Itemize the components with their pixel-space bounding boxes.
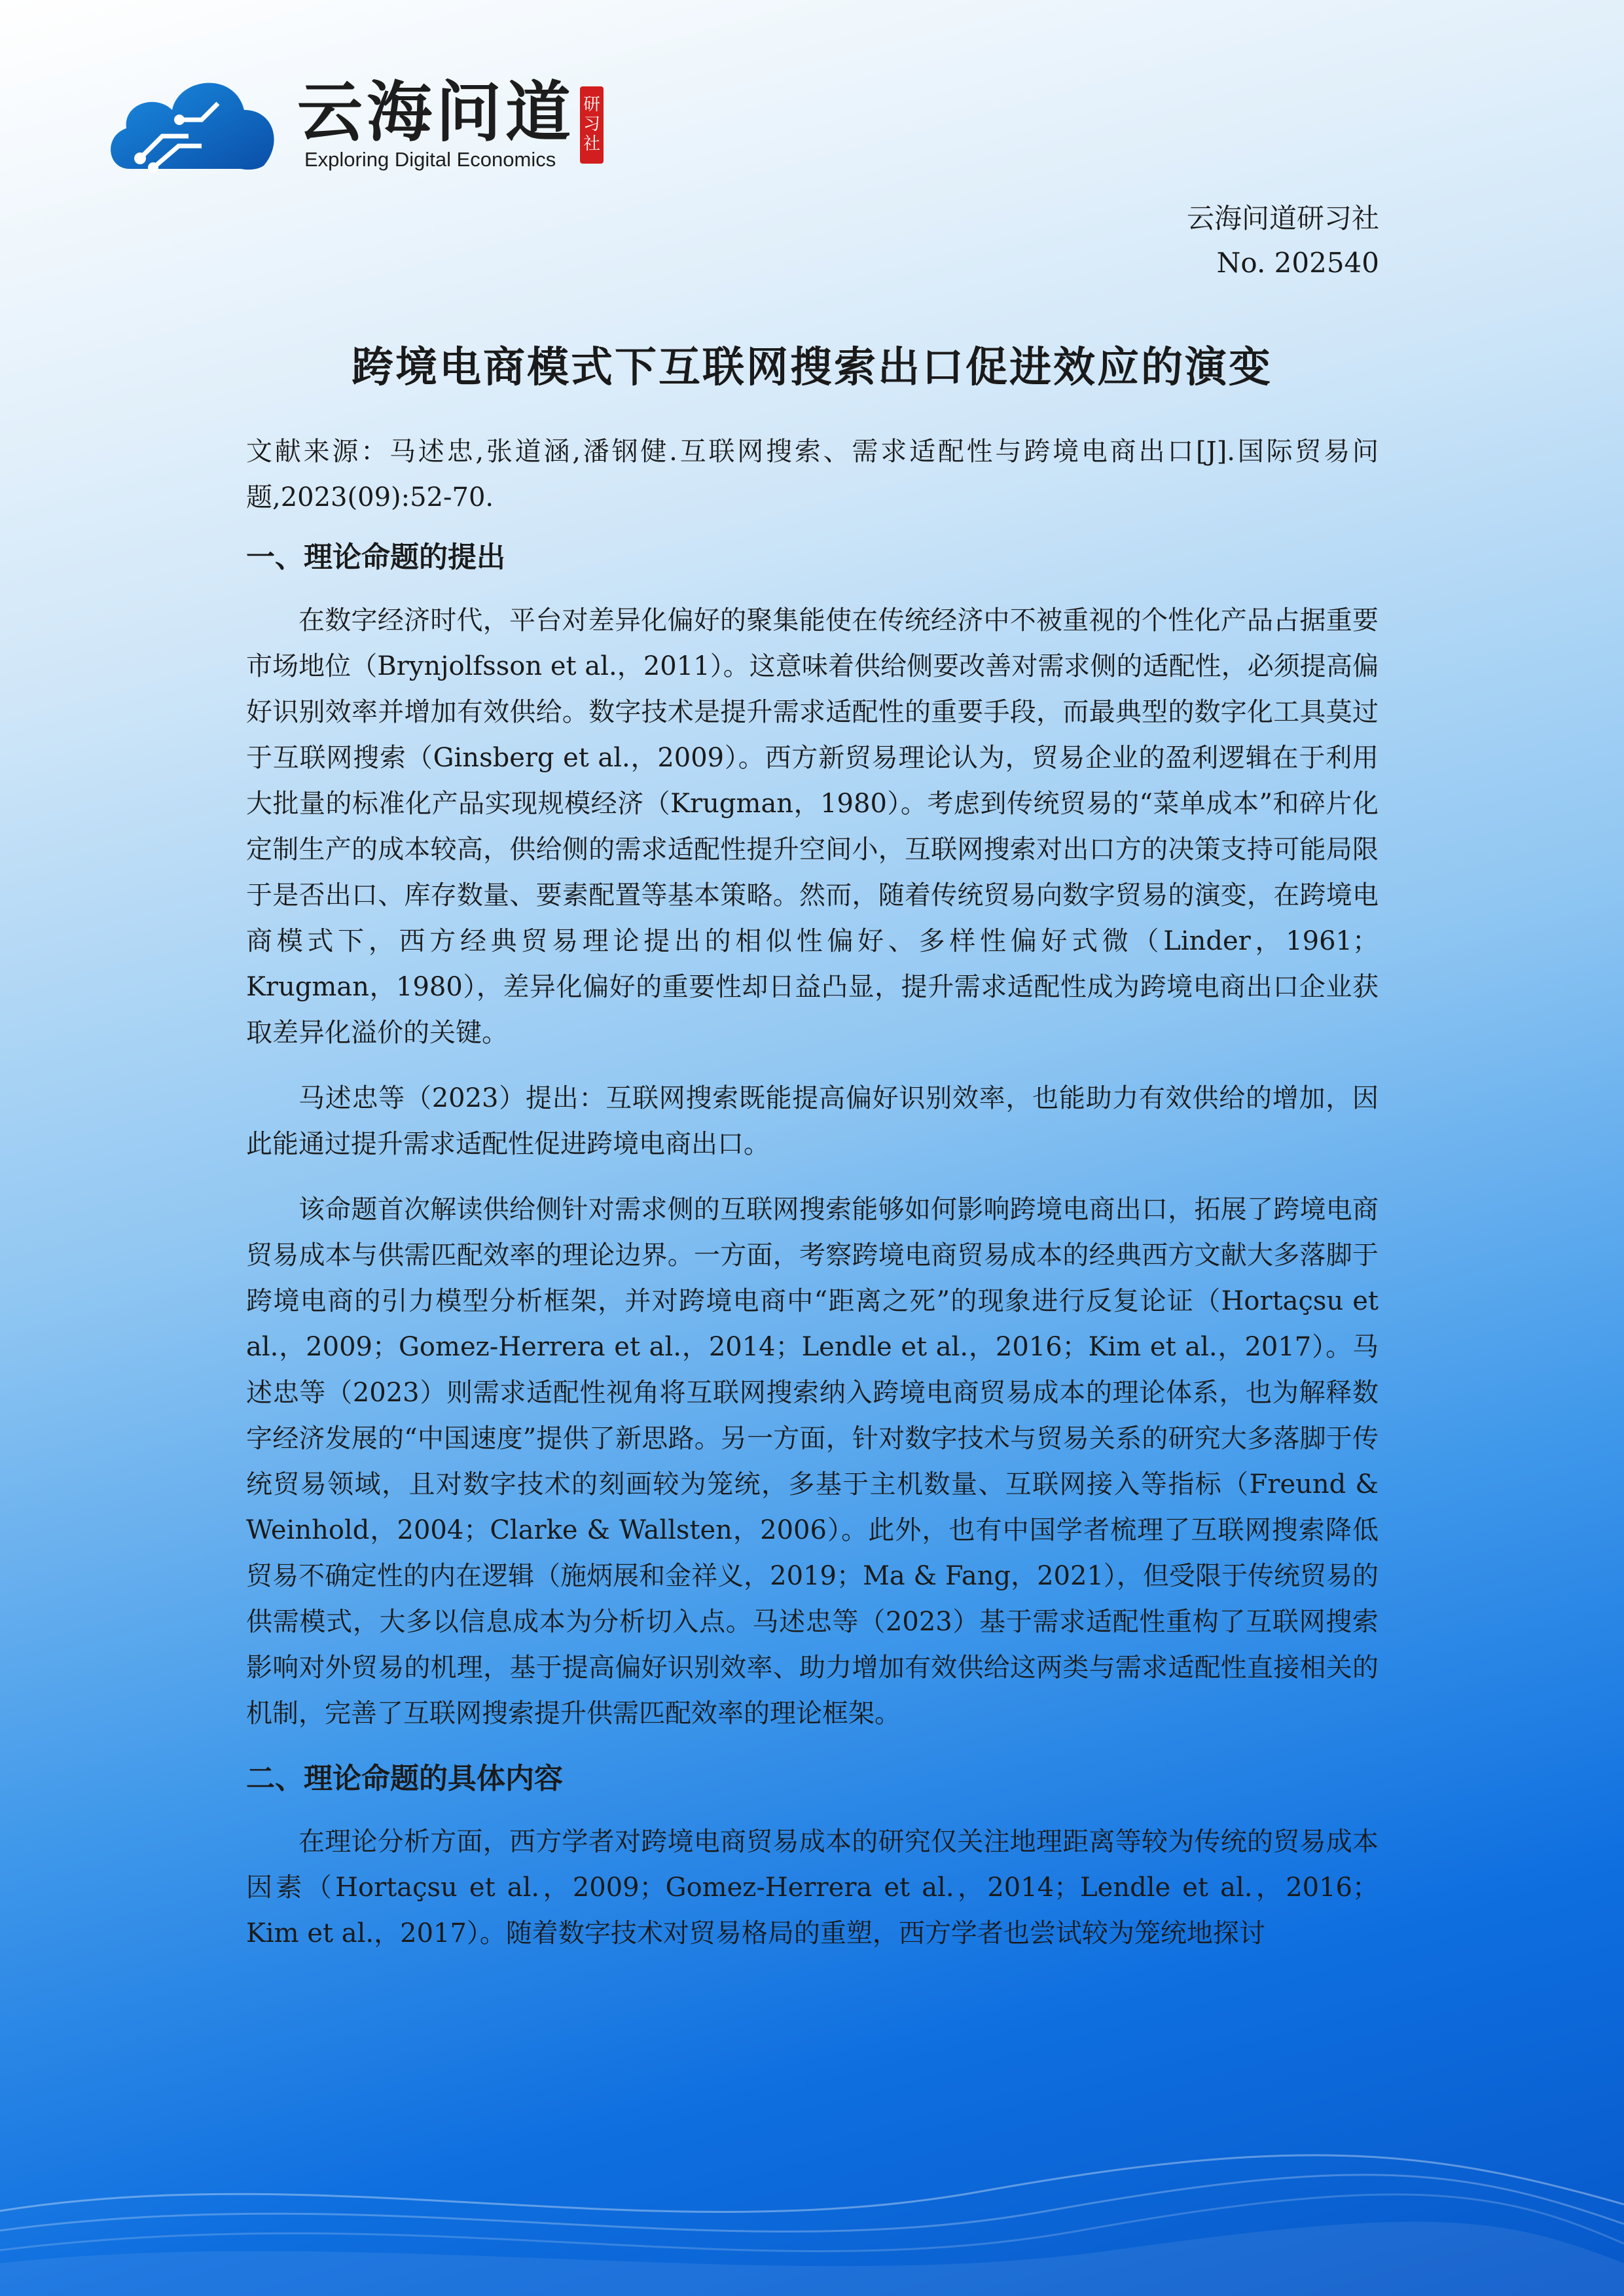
paragraph: 在理论分析方面，西方学者对跨境电商贸易成本的研究仅关注地理距离等较为传统的贸易成本因素（Hortaçsu et al.，2009；Gomez-Herrera et al.，2014；Lendle et al.，2016；Kim et al.，2017）。随着数字技术对贸易格局的重塑，西方学者也尝试较为笼统地探讨 — [246, 1827, 1379, 1948]
cloud-circuit-icon — [103, 58, 287, 175]
org-name: 云海问道研习社 — [1186, 202, 1379, 234]
seal-char: 社 — [583, 134, 600, 154]
decorative-waves — [0, 2100, 1624, 2296]
logo-seal — [580, 86, 604, 164]
logo-name-en: Exploring Digital Economics — [304, 148, 556, 171]
section-heading: 一、理论命题的提出 — [246, 541, 505, 574]
seal-char: 习 — [583, 115, 600, 135]
paragraph: 马述忠等（2023）提出：互联网搜索既能提高偏好识别效率，也能助力有效供给的增加，因此能通过提升需求适配性促进跨境电商出口。 — [246, 1083, 1379, 1159]
reference-source: 文献来源：马述忠,张道涵,潘钢健.互联网搜索、需求适配性与跨境电商出口[J].国际贸易问题,2023(09):52-70. — [246, 437, 1379, 512]
seal-char: 研 — [583, 95, 600, 115]
brand-logo — [103, 58, 614, 175]
paragraph: 该命题首次解读供给侧针对需求侧的互联网搜索能够如何影响跨境电商出口，拓展了跨境电商贸易成本与供需匹配效率的理论边界。一方面，考察跨境电商贸易成本的经典西方文献大多落脚于跨境电商的引力模型分析框架，并对跨境电商中“距离之死”的现象进行反复论证（Hortaçsu et al.，2009；Gomez-Herrera et al.，2014；Lendle et al.，2016；Kim et al.，2017）。马述忠等（2023）则需求适配性视角将互联网搜索纳入跨境电商贸易成本的理论体系，也为解释数字经济发展的“中国速度”提供了新思路。另一方面，针对数字技术与贸易关系的研究大多落脚于传统贸易领域，且对数字技术的刻画较为笼统，多基于主机数量、互联网接入等指标（Freund & Weinhold，2004；Clarke & Wallsten，2006）。此外，也有中国学者梳理了互联网搜索降低贸易不确定性的内在逻辑（施炳展和金祥义，2019；Ma & Fang，2021），但受限于传统贸易的供需模式，大多以信息成本为分析切入点。马述忠等（2023）基于需求适配性重构了互联网搜索影响对外贸易的机理，基于提高偏好识别效率、助力增加有效供给这两类与需求适配性直接相关的机制，完善了互联网搜索提升供需匹配效率的理论框架。 — [246, 1194, 1379, 1729]
section-heading: 二、理论命题的具体内容 — [246, 1762, 563, 1795]
logo-name-cn: 云海问道 — [297, 74, 575, 151]
page-title: 跨境电商模式下互联网搜索出口促进效应的演变 — [352, 344, 1272, 392]
paragraph: 在数字经济时代，平台对差异化偏好的聚集能使在传统经济中不被重视的个性化产品占据重要市场地位（Brynjolfsson et al.，2011）。这意味着供给侧要改善对需求侧的适配性，必须提高偏好识别效率并增加有效供给。数字技术是提升需求适配性的重要手段，而最典型的数字化工具莫过于互联网搜索（Ginsberg et al.，2009）。西方新贸易理论认为，贸易企业的盈利逻辑在于利用大批量的标准化产品实现规模经济（Krugman，1980）。考虑到传统贸易的“菜单成本”和碎片化定制生产的成本较高，供给侧的需求适配性提升空间小，互联网搜索对出口方的决策支持可能局限于是否出口、库存数量、要素配置等基本策略。然而，随着传统贸易向数字贸易的演变，在跨境电商模式下，西方经典贸易理论提出的相似性偏好、多样性偏好式微（Linder，1961；Krugman，1980），差异化偏好的重要性却日益凸显，提升需求适配性成为跨境电商出口企业获取差异化溢价的关键。 — [246, 605, 1379, 1048]
header-meta — [1187, 196, 1379, 285]
article-body — [246, 429, 1379, 1976]
issue-number: No. 202540 — [1216, 247, 1379, 279]
